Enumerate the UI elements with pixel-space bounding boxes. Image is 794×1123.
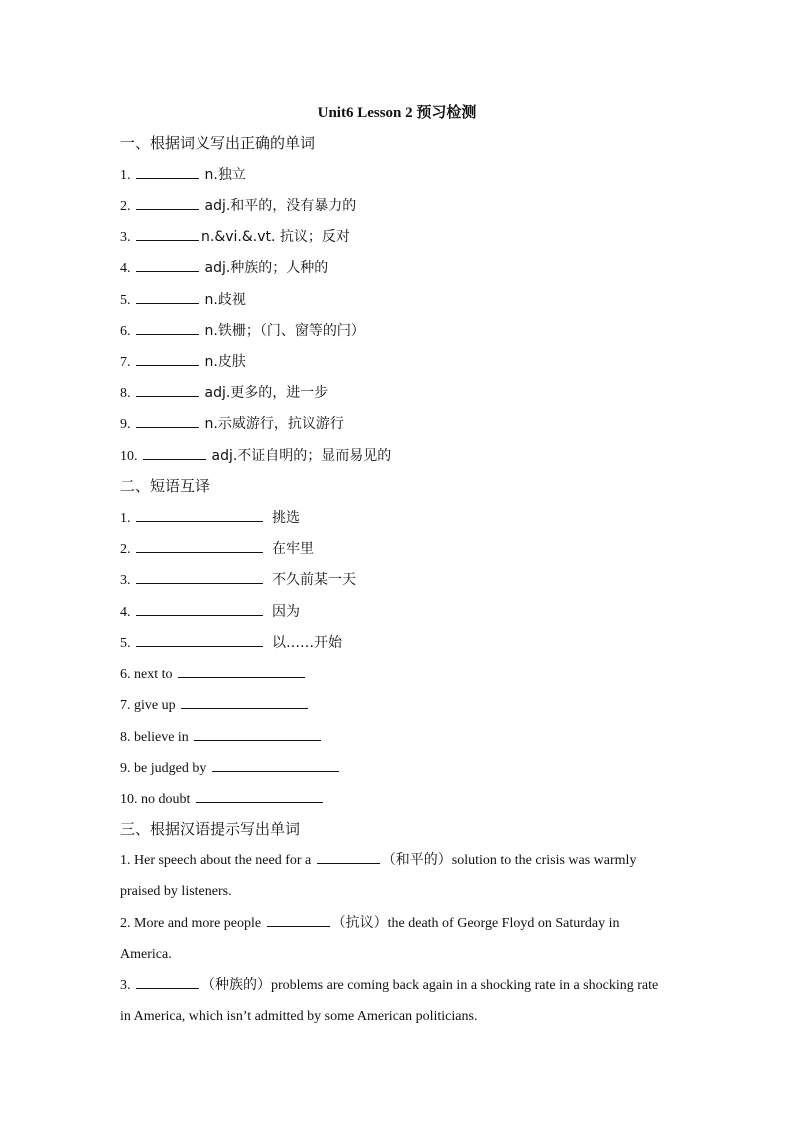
phrase-text: no doubt: [141, 792, 191, 807]
answer-blank[interactable]: [136, 973, 199, 989]
answer-blank[interactable]: [317, 848, 380, 864]
section2-heading: 二、短语互译: [120, 477, 211, 495]
answer-blank[interactable]: [143, 444, 206, 460]
phrase-item: [120, 568, 356, 590]
phrase-text: give up: [134, 698, 176, 713]
sentence-end: solution to the crisis was warmly praised by listeners.: [120, 853, 637, 899]
sentence-start: 3.: [120, 978, 134, 993]
item-number: 6.: [120, 324, 131, 339]
item-number: 4.: [120, 261, 131, 276]
vocab-item: [120, 319, 365, 341]
answer-blank[interactable]: [136, 288, 199, 304]
vocab-item: [120, 194, 356, 216]
item-meaning: n.独立: [204, 167, 246, 183]
answer-blank[interactable]: [136, 163, 199, 179]
phrase-item: [120, 787, 325, 809]
phrase-text: 以……开始: [272, 635, 342, 651]
phrase-text: 挑选: [272, 510, 300, 526]
item-number: 1.: [120, 511, 131, 526]
item-number: 6.: [120, 667, 131, 682]
sentence-start: 2. More and more people: [120, 916, 265, 931]
item-meaning: adj.种族的；人种的: [204, 260, 329, 276]
sentence-start: 1. Her speech about the need for a: [120, 853, 315, 868]
item-number: 8.: [120, 730, 131, 745]
answer-blank[interactable]: [136, 381, 199, 397]
phrase-item: [120, 631, 342, 653]
phrase-item: [120, 756, 341, 778]
phrase-text: 因为: [272, 604, 300, 620]
item-meaning: adj.和平的，没有暴力的: [204, 198, 357, 214]
item-meaning: n.示威游行，抗议游行: [204, 416, 344, 432]
sentence-item: [120, 845, 660, 907]
item-meaning: n.铁栅；（门、窗等的闩）: [204, 323, 365, 339]
item-number: 5.: [120, 636, 131, 651]
answer-blank[interactable]: [136, 225, 199, 241]
answer-blank[interactable]: [136, 506, 263, 522]
item-number: 9.: [120, 761, 131, 776]
item-meaning: adj.不证自明的；显而易见的: [211, 448, 392, 464]
section1-heading: 一、根据词义写出正确的单词: [120, 134, 316, 152]
page-title: Unit6 Lesson 2 预习检测: [317, 105, 477, 121]
item-meaning: n.皮肤: [204, 354, 246, 370]
vocab-item: [120, 225, 350, 247]
item-number: 10.: [120, 449, 138, 464]
answer-blank[interactable]: [194, 725, 321, 741]
phrase-item: [120, 725, 323, 747]
item-meaning: n.歧视: [204, 292, 246, 308]
sentence-end: problems are coming back again in a shocking rate in a shocking rate in America, which isn’t admitted by some American politicians.: [120, 978, 659, 1024]
answer-blank[interactable]: [136, 568, 263, 584]
answer-blank[interactable]: [196, 787, 323, 803]
item-number: 10.: [120, 792, 138, 807]
item-number: 3.: [120, 573, 131, 588]
phrase-item: [120, 662, 307, 684]
chinese-hint: （和平的）: [381, 852, 452, 868]
item-number: 2.: [120, 199, 131, 214]
vocab-item: [120, 288, 246, 310]
vocab-item: [120, 444, 391, 466]
item-number: 8.: [120, 386, 131, 401]
item-number: 2.: [120, 542, 131, 557]
phrase-text: be judged by: [134, 761, 207, 776]
answer-blank[interactable]: [136, 631, 263, 647]
chinese-hint: （种族的）: [201, 977, 271, 993]
vocab-item: [120, 350, 246, 372]
phrase-item: [120, 693, 310, 715]
answer-blank[interactable]: [136, 319, 199, 335]
item-number: 1.: [120, 168, 131, 183]
sentence-end: the death of George Floyd on Saturday in America.: [120, 916, 620, 962]
phrase-text: believe in: [134, 730, 189, 745]
answer-blank[interactable]: [136, 537, 263, 553]
sentence-item: [120, 908, 660, 970]
answer-blank[interactable]: [178, 662, 305, 678]
answer-blank[interactable]: [136, 256, 199, 272]
phrase-text: 在牢里: [272, 541, 314, 557]
phrase-item: [120, 537, 314, 559]
item-meaning: n.&vi.&.vt. 抗议；反对: [201, 229, 350, 245]
answer-blank[interactable]: [212, 756, 339, 772]
item-number: 9.: [120, 417, 131, 432]
vocab-item: [120, 412, 344, 434]
item-meaning: adj.更多的，进一步: [204, 385, 329, 401]
item-number: 4.: [120, 605, 131, 620]
vocab-item: [120, 256, 328, 278]
item-number: 7.: [120, 698, 131, 713]
item-number: 7.: [120, 355, 131, 370]
answer-blank[interactable]: [136, 600, 263, 616]
vocab-item: [120, 381, 328, 403]
chinese-hint: （抗议）: [331, 915, 388, 931]
answer-blank[interactable]: [181, 693, 308, 709]
answer-blank[interactable]: [136, 350, 199, 366]
sentence-item: [120, 970, 660, 1032]
answer-blank[interactable]: [136, 194, 199, 210]
phrase-item: [120, 506, 300, 528]
item-number: 5.: [120, 293, 131, 308]
answer-blank[interactable]: [136, 412, 199, 428]
vocab-item: [120, 163, 246, 185]
phrase-text: next to: [134, 667, 173, 682]
item-number: 3.: [120, 230, 131, 245]
phrase-text: 不久前某一天: [272, 572, 356, 588]
section3-heading: 三、根据汉语提示写出单词: [120, 820, 301, 838]
answer-blank[interactable]: [267, 911, 330, 927]
phrase-item: [120, 600, 300, 622]
